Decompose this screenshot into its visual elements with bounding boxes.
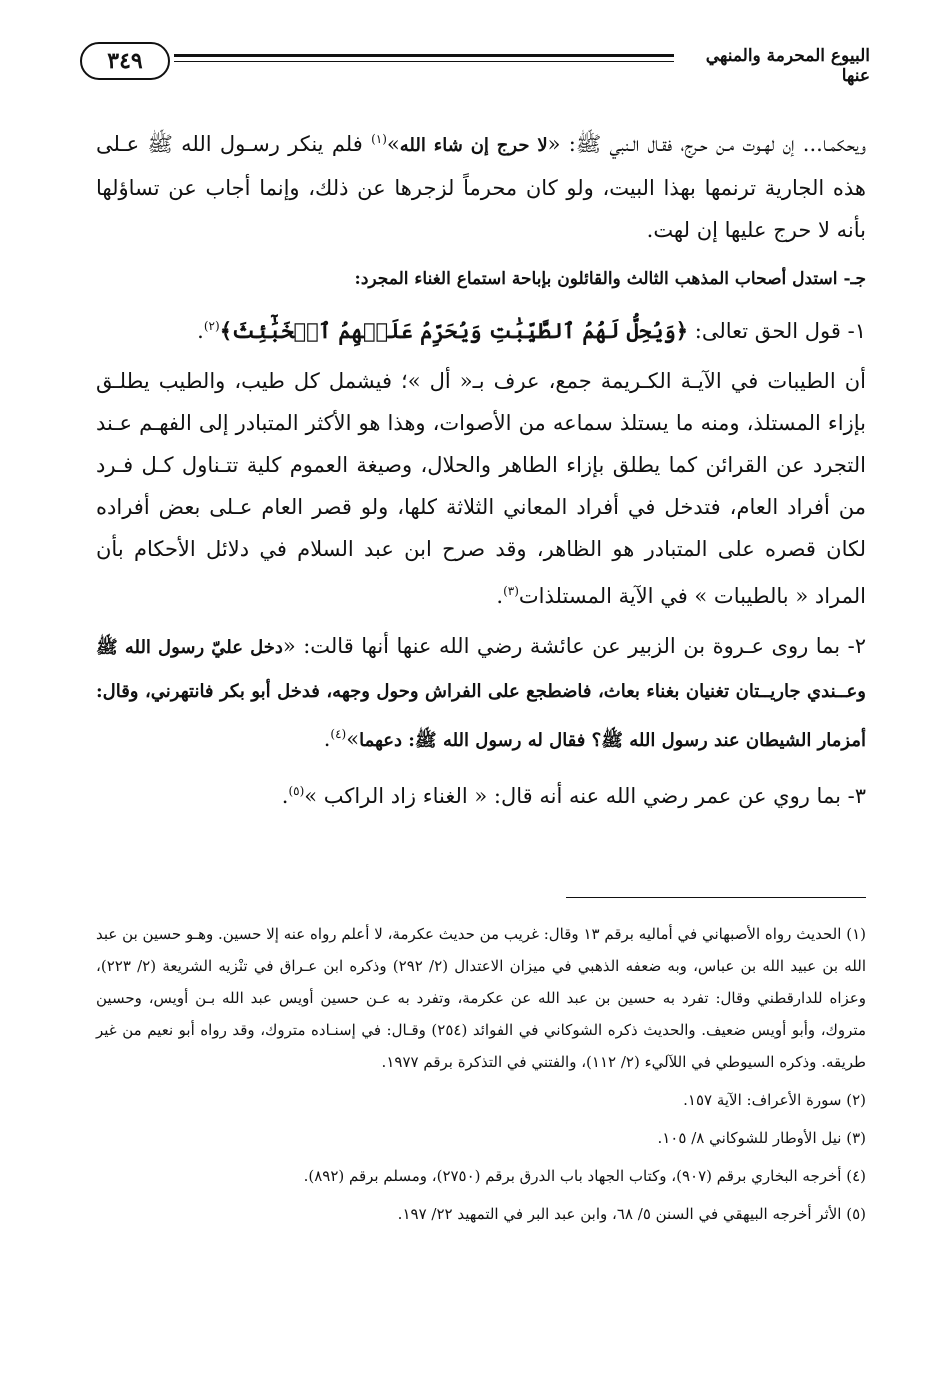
footnote-ref: (١) xyxy=(371,132,387,146)
footnote-5: (٥) الأثر أخرجه البيهقي في السنن ٥/ ٦٨، وابن عبد البر في التمهيد ٢٢/ ١٩٧. xyxy=(397,1205,866,1223)
paragraph-5 xyxy=(96,770,866,817)
footnote-separator xyxy=(566,897,866,898)
page-header xyxy=(80,40,870,88)
hadith-quote: لا حرج إن شاء الله xyxy=(399,135,548,156)
text-run: . xyxy=(323,727,331,751)
text-run: ٣- بما روي عن عمر رضي الله عنه أنه قال: « الغناء زاد الراكب » xyxy=(304,784,866,808)
footnote-ref: (٣) xyxy=(503,584,519,598)
paragraph-1 xyxy=(96,118,866,251)
text-run: أن الطيبات في الآيـة الكـريمة جمع، عرف بـ« أل »؛ فيشمل كل طيب، والطيب يطلـق بإزاء المستلذ، ومنه ما يستلذ سماعه من الأصوات، وهذا هو الأكثر المتبادر إلى الفهـم عـند التجرد عن القرائن كما يطلق بإزاء الطاهر والحلال، وصيغة العموم كلية تتـناول كـل فـرد من أفراد العام، فتدخل في أفراد المعاني الثلاثة كلها، ولو قصر العام عـلى بعض أفراده لكان قصره على المتبادر هو الظاهر، وقد صرح ابن عبد السلام في دلائل الأحكام بأن المراد « بالطيبات » في الآية المستلذات xyxy=(96,369,866,608)
section-heading: جـ- استدل أصحاب المذهب الثالث والقائلون بإباحة استماع الغناء المجرد: xyxy=(354,269,866,289)
text-run: » xyxy=(386,132,400,156)
hadith-quote: دخل عليّ رسول الله ﷺ وعــندي جاريــتان تغنيان بغناء بعاث، فاضطجع على الفراش وحول وجهه، فدخل أبو بكر فانتهرني، وقال: أمزمار الشيطان عند رسول الله ﷺ؟ فقال له رسول الله ﷺ: دعهما xyxy=(96,637,866,751)
footnotes xyxy=(96,918,866,1236)
footnote-ref: (٢) xyxy=(203,319,220,333)
text-run: » xyxy=(346,727,360,751)
main-text xyxy=(96,118,866,825)
footnote-3: (٣) نيل الأوطار للشوكاني ٨/ ١٠٥. xyxy=(657,1129,866,1147)
text-run: ويحكمـا... إن لهـوت مـن حـرج، فقـال الـنبي ﷺ: « xyxy=(547,132,866,156)
footnote-4: (٤) أخرجه البخاري برقم (٩٠٧)، وكتاب الجهاد باب الدرق برقم (٢٧٥٠)، ومسلم برقم (٨٩٢). xyxy=(303,1167,866,1185)
text-run: . xyxy=(281,784,289,808)
text-run: ١- قول الحق تعالى: xyxy=(688,319,866,343)
text-run: . xyxy=(496,584,504,608)
page-number-frame xyxy=(80,42,170,80)
paragraph-4 xyxy=(96,625,866,762)
text-run: . xyxy=(197,319,204,343)
footnote-ref: (٤) xyxy=(330,727,347,741)
footnote-1: (١) الحديث رواه الأصبهاني في أماليه برقم ١٣ وقال: غريب من حديث عكرمة، لا أعلم رواه عنه إلا حسين. وهـو حسين بن عبد الله بن عبيد الله بن عباس، وبه ضعفه الذهبي في ميزان الاعتدال (٢/ ٢٩٢) وذكره ابن عـراق في تنْزيه الشريعة (٢/ ٢٢٣)، وعزاه للدارقطني وقال: تفرد به حسين بن عبد الله عن عكرمة، وتفرد به عـن حسين أويس عبد الله بـن أويس، وحسين متروك، وأبو أويس ضعيف. والحديث ذكره الشوكاني في الفوائد (٢٥٤) وقـال: في إسنـاده متروك، وقد رواه أبو نعيم من غير طريقه. وذكره السيوطي في اللآليء (٢/ ١١٢)، والفتني في التذكرة برقم ١٩٧٧. xyxy=(96,925,866,1071)
footnote-2: (٢) سورة الأعراف: الآية ١٥٧. xyxy=(683,1091,866,1109)
text-run: فلم ينكر رسـول الله ﷺ عـلى هذه الجارية ترنمها بهذا البيت، ولو كان محرماً لزجرها عن ذلك، وإنما أجاب عن تساؤلها بأنه لا حرج عليها إن لهت. xyxy=(96,132,866,242)
text-run: ٢- بما روى عـروة بن الزبير عن عائشة رضي الله عنها أنها قالت: « xyxy=(282,634,866,658)
page-number: ٣٤٩ xyxy=(107,48,143,74)
running-title: البيوع المحرمة والمنهي عنها xyxy=(705,46,870,86)
paragraph-3 xyxy=(96,360,866,617)
quran-verse: ﴿وَيُحِلُّ لَهُمُ ٱلطَّيِّبَٰتِ وَيُحَرِّمُ عَلَيۡهِمُ ٱلۡخَبَٰٓئِثَ﴾ xyxy=(219,318,689,343)
footnote-ref: (٥) xyxy=(288,784,305,798)
header-rule xyxy=(174,54,674,62)
paragraph-2 xyxy=(96,305,866,352)
